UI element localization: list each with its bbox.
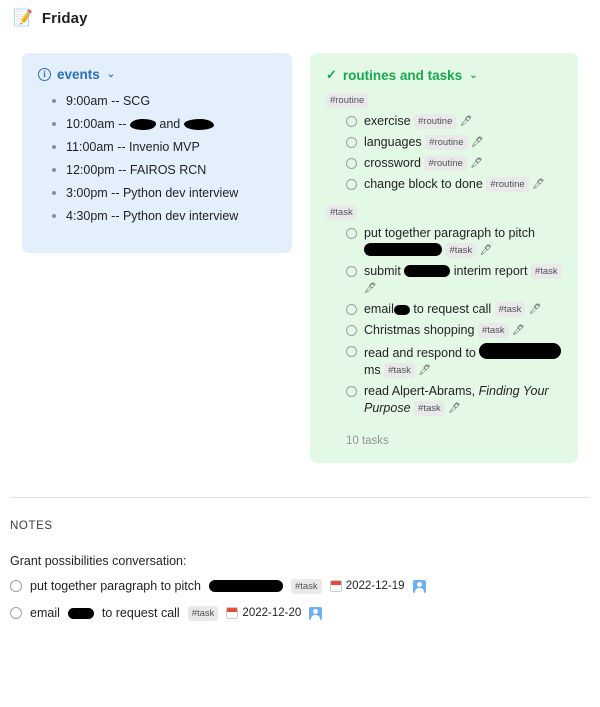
pencil-icon[interactable]: 🖊 [532, 179, 545, 190]
routine-label [364, 134, 564, 151]
routine-text: exercise [363, 114, 411, 128]
card-columns [0, 27, 600, 463]
task-text-pre: read and respond to [363, 346, 476, 360]
checkbox[interactable] [346, 158, 357, 169]
table-row[interactable] [346, 341, 564, 381]
calendar-icon [226, 607, 238, 619]
task-label [364, 301, 564, 318]
list-item[interactable] [52, 113, 278, 136]
event-text: 4:30pm -- Python dev interview [66, 209, 239, 223]
tag-label[interactable]: #task [495, 302, 526, 317]
tag-label[interactable]: #routine [486, 177, 528, 192]
pencil-icon[interactable]: 🖊 [418, 365, 432, 376]
date-chip[interactable] [330, 577, 405, 595]
tag-label[interactable]: #task [531, 264, 562, 279]
date-text: 2022-12-19 [345, 580, 405, 592]
pencil-icon[interactable]: 🖊 [470, 158, 483, 169]
tag-label: #routine [326, 93, 368, 108]
event-text-mid: and [155, 117, 184, 131]
task-label [364, 343, 564, 379]
pencil-icon[interactable]: 🖊 [528, 304, 542, 315]
task-text-post: interim report [453, 264, 528, 278]
note-text: put together paragraph to pitch [30, 579, 201, 593]
notes-section-label: NOTES [10, 520, 53, 532]
divider [10, 497, 590, 498]
pencil-icon[interactable]: 🖊 [448, 403, 461, 414]
tag-label[interactable]: #routine [414, 114, 456, 129]
task-label [364, 263, 564, 297]
task-text: put together paragraph to pitch [363, 226, 535, 240]
redaction-blob [184, 119, 214, 130]
note-text-post: to request call [101, 606, 180, 620]
event-text: 9:00am -- SCG [66, 94, 151, 108]
event-text: 11:00am -- Invenio MVP [66, 140, 200, 154]
routine-label [364, 155, 564, 172]
chevron-down-icon[interactable]: ⌄ [106, 69, 116, 80]
routine-text: crossword [363, 156, 421, 170]
routine-text: change block to done [363, 177, 483, 191]
tasks-count: 10 tasks [345, 435, 389, 447]
task-label [364, 225, 564, 259]
checkbox[interactable] [346, 325, 357, 336]
checkbox[interactable] [346, 304, 357, 315]
table-row[interactable] [346, 223, 564, 261]
checkbox[interactable] [346, 346, 357, 357]
tag-label[interactable]: #task [478, 323, 509, 338]
list-item[interactable] [52, 90, 278, 113]
page-title: Friday [41, 10, 88, 27]
tag-label[interactable]: #task [384, 363, 415, 378]
task-label [364, 322, 564, 339]
redaction-blob [479, 343, 561, 359]
person-icon [309, 607, 322, 620]
list-item[interactable] [52, 182, 278, 205]
redaction-blob [209, 580, 283, 592]
redaction-blob [404, 265, 450, 277]
check-icon: ✓ [325, 67, 337, 82]
note-text-pre: email [30, 606, 60, 620]
person-icon [413, 580, 426, 593]
tag-label: #task [326, 205, 357, 220]
task-label [364, 383, 564, 417]
tag-label[interactable]: #routine [424, 156, 466, 171]
table-row[interactable] [346, 381, 564, 419]
pencil-icon[interactable]: 🖊 [363, 283, 377, 294]
pencil-icon[interactable]: 🖊 [471, 137, 484, 148]
memo-icon: 📝 [13, 9, 33, 27]
notes-intro-text: Grant possibilities conversation: [10, 554, 187, 568]
events-card-header[interactable] [38, 67, 278, 82]
pencil-icon[interactable]: 🖊 [479, 245, 493, 256]
chevron-down-icon[interactable]: ⌄ [469, 69, 478, 81]
pencil-icon[interactable]: 🖊 [459, 116, 473, 127]
checkbox[interactable] [346, 137, 357, 148]
tag-label[interactable]: #task [414, 401, 445, 416]
events-list [36, 90, 278, 228]
tag-label[interactable]: #task [291, 579, 322, 594]
checkbox[interactable] [346, 179, 357, 190]
checkbox[interactable] [346, 116, 357, 127]
date-text: 2022-12-20 [242, 607, 302, 619]
redaction-blob [68, 608, 94, 619]
table-row[interactable] [346, 111, 564, 132]
routines-card-title: routines and tasks [342, 67, 463, 83]
routines-and-tasks-card [310, 53, 578, 463]
checkbox[interactable] [346, 266, 357, 277]
event-text: 10:00am -- [66, 117, 130, 131]
table-row[interactable] [346, 174, 564, 195]
task-section-tag[interactable] [326, 203, 564, 221]
task-text-pre: submit [363, 264, 401, 278]
task-text: Christmas shopping [363, 323, 475, 337]
routines-card-header[interactable] [326, 67, 564, 83]
routine-label [364, 176, 564, 193]
table-row[interactable] [346, 320, 564, 341]
pencil-icon[interactable]: 🖊 [512, 325, 525, 336]
task-text-post: to request call [413, 302, 492, 316]
table-row[interactable] [346, 132, 564, 153]
checkbox[interactable] [346, 386, 357, 397]
list-item[interactable] [10, 577, 600, 595]
event-text: 12:00pm -- FAIROS RCN [66, 163, 207, 177]
info-icon: i [38, 68, 51, 81]
redaction-blob [394, 305, 410, 315]
redaction-blob [364, 243, 442, 256]
task-text-italic: Finding Your Purpose [363, 384, 549, 415]
tag-label[interactable]: #task [188, 606, 219, 621]
routine-label [364, 113, 564, 130]
list-item[interactable] [52, 205, 278, 228]
checkbox[interactable] [346, 228, 357, 239]
task-text-pre: read Alpert-Abrams, [363, 384, 476, 398]
routine-section-tag[interactable] [326, 91, 564, 109]
routine-text: languages [363, 135, 422, 149]
task-text-pre: email [363, 302, 394, 316]
list-item[interactable] [52, 159, 278, 182]
page-header [0, 0, 600, 27]
events-card [22, 53, 292, 253]
task-text-post: ms [363, 363, 381, 377]
checkbox[interactable] [10, 580, 22, 592]
table-row[interactable] [346, 153, 564, 174]
checkbox[interactable] [10, 607, 22, 619]
tag-label[interactable]: #routine [425, 135, 467, 150]
table-row[interactable] [346, 261, 564, 299]
list-item[interactable] [52, 136, 278, 159]
table-row[interactable] [346, 299, 564, 320]
calendar-icon [330, 580, 342, 592]
events-card-title: events [57, 67, 100, 82]
list-item[interactable] [10, 604, 600, 622]
tag-label[interactable]: #task [445, 243, 476, 258]
redaction-blob [130, 119, 156, 130]
event-text: 3:00pm -- Python dev interview [66, 186, 239, 200]
date-chip[interactable] [226, 604, 301, 622]
